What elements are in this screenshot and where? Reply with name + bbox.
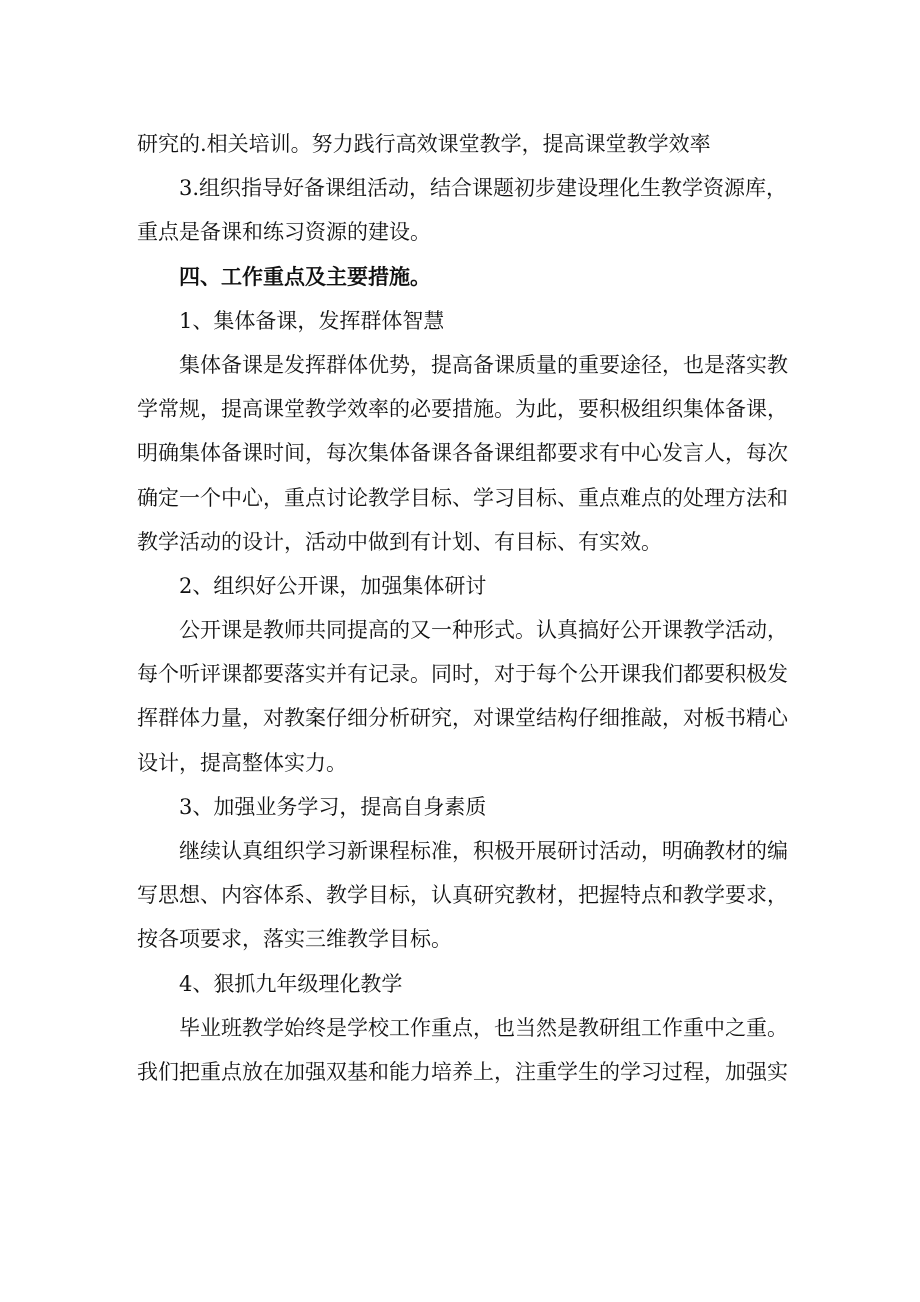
subsection-heading: 2、组织好公开课，加强集体研讨 — [179, 573, 487, 598]
text-line: 写思想、内容体系、教学目标，认真研究教材，把握特点和教学要求， — [137, 883, 788, 908]
text-line: 学常规，提高课堂教学效率的必要措施。为此，要积极组织集体备课， — [137, 397, 788, 422]
text-line: 继续认真组织学习新课程标准，积极开展研讨活动，明确教材的编 — [179, 839, 788, 863]
subsection-heading: 1、集体备课，发挥群体智慧 — [179, 308, 445, 333]
text-line: 挥群体力量，对教案仔细分析研究，对课堂结构仔细推敲，对板书精心 — [137, 706, 788, 731]
text-line: 毕业班教学始终是学校工作重点，也当然是教研组工作重中之重。 — [179, 1015, 788, 1040]
text-line: 设计，提高整体实力。 — [137, 750, 347, 775]
subsection-heading: 4、狠抓九年级理化教学 — [179, 971, 403, 996]
text-line: 教学活动的设计，活动中做到有计划、有目标、有实效。 — [137, 529, 662, 554]
subsection-heading: 3、加强业务学习，提高自身素质 — [179, 794, 487, 819]
section-heading: 四、工作重点及主要措施。 — [179, 264, 431, 289]
text-line: 按各项要求，落实三维教学目标。 — [137, 927, 452, 952]
document-body — [137, 122, 788, 1094]
text-line: 3.组织指导好备课组活动，结合课题初步建设理化生教学资源库， — [179, 176, 788, 201]
text-line: 明确集体备课时间，每次集体备课各备课组都要求有中心发言人，每次 — [137, 441, 788, 466]
text-line: 每个听评课都要落实并有记录。同时，对于每个公开课我们都要积极发 — [137, 662, 788, 687]
text-line: 集体备课是发挥群体优势，提高备课质量的重要途径，也是落实教 — [179, 352, 788, 377]
text-line: 确定一个中心，重点讨论教学目标、学习目标、重点难点的处理方法和 — [137, 485, 788, 510]
text-line: 我们把重点放在加强双基和能力培养上，注重学生的学习过程，加强实 — [137, 1059, 788, 1084]
text-line: 重点是备课和练习资源的建设。 — [137, 220, 431, 245]
text-line: 研究的.相关培训。努力践行高效课堂教学，提高课堂教学效率 — [137, 132, 711, 156]
text-line: 公开课是教师共同提高的又一种形式。认真搞好公开课教学活动， — [179, 618, 788, 643]
